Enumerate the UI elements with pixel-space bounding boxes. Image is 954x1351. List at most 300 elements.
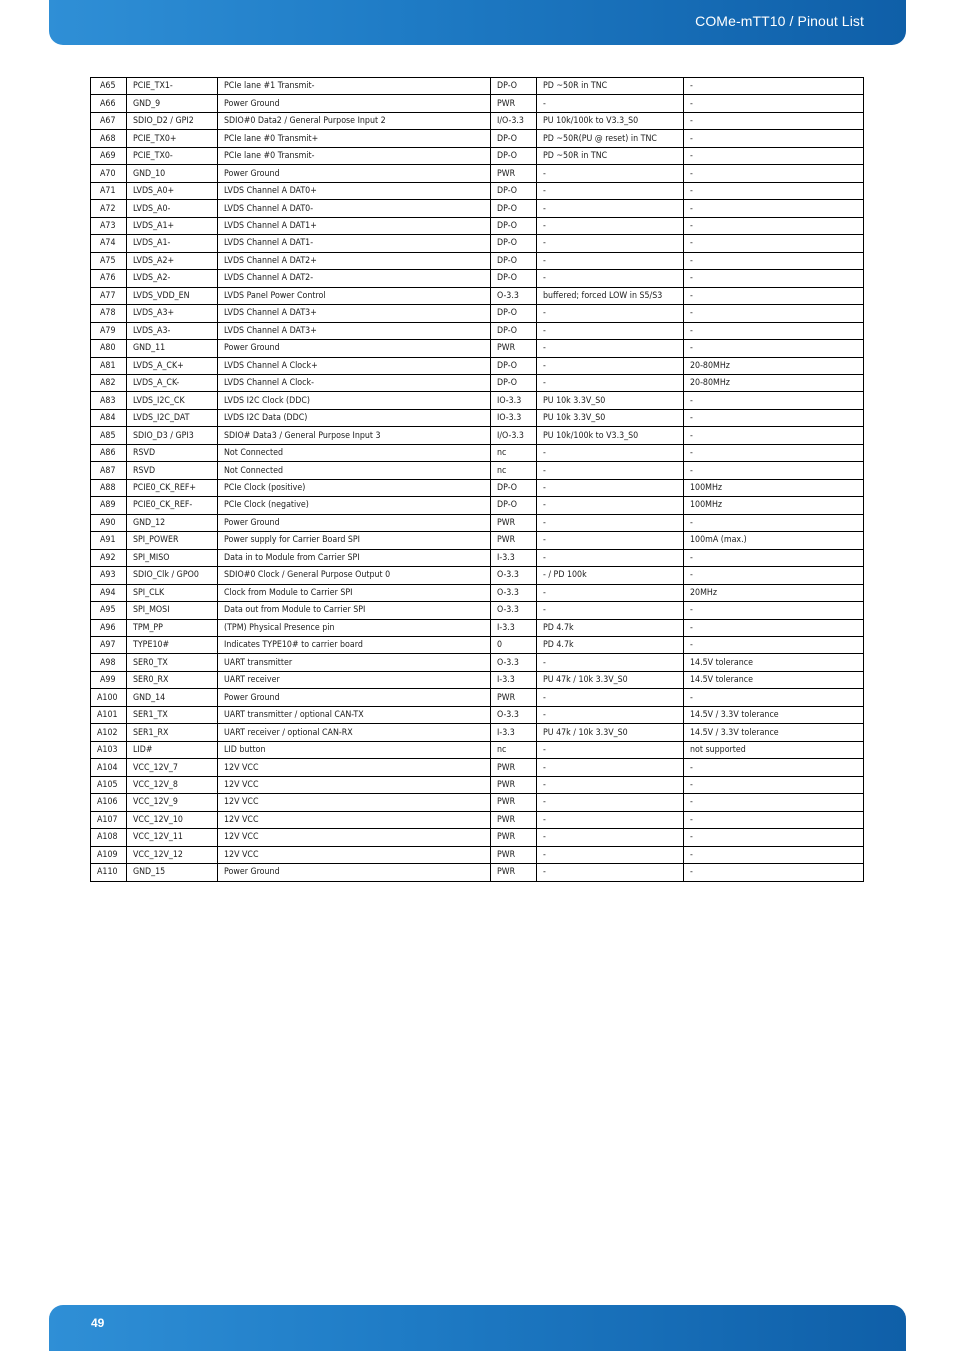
cell-description bbox=[218, 130, 491, 147]
pu-pd-text: - bbox=[543, 255, 546, 266]
cell-comment bbox=[684, 95, 864, 112]
comment-text: - bbox=[690, 325, 693, 336]
description-text: LVDS I2C Data (DDC) bbox=[224, 413, 308, 424]
io-type-text: DP-O bbox=[497, 238, 518, 249]
cell-pin-number bbox=[91, 759, 127, 776]
cell-pu-pd bbox=[537, 846, 684, 863]
description-text: LVDS Panel Power Control bbox=[224, 290, 326, 301]
signal-name-text: SER1_RX bbox=[133, 727, 169, 738]
cell-comment bbox=[684, 340, 864, 357]
cell-pin-number bbox=[91, 671, 127, 688]
table-row bbox=[91, 130, 864, 147]
io-type-text: O-3.3 bbox=[497, 657, 519, 668]
cell-io-type bbox=[491, 147, 537, 164]
cell-io-type bbox=[491, 741, 537, 758]
cell-comment bbox=[684, 584, 864, 601]
cell-pin-number bbox=[91, 567, 127, 584]
pinout-table-body bbox=[91, 78, 864, 882]
io-type-text: DP-O bbox=[497, 255, 518, 266]
cell-pin-number bbox=[91, 95, 127, 112]
pin-number-text: A77 bbox=[99, 290, 116, 301]
table-row bbox=[91, 182, 864, 199]
footer-bar bbox=[49, 1305, 906, 1351]
cell-pu-pd bbox=[537, 95, 684, 112]
comment-text: - bbox=[690, 343, 693, 354]
pu-pd-text: - bbox=[543, 483, 546, 494]
description-text: LVDS Channel A DAT3+ bbox=[224, 325, 317, 336]
cell-signal-name bbox=[127, 200, 218, 217]
description-text: LVDS Channel A Clock- bbox=[224, 378, 314, 389]
signal-name-text: SDIO_D3 / GPI3 bbox=[133, 430, 194, 441]
pin-number-text: A94 bbox=[99, 587, 116, 598]
signal-name-text: SER0_RX bbox=[133, 675, 169, 686]
comment-text: - bbox=[690, 151, 693, 162]
cell-io-type bbox=[491, 689, 537, 706]
cell-pu-pd bbox=[537, 654, 684, 671]
pin-number-text: A105 bbox=[96, 779, 118, 790]
io-type-text: PWR bbox=[497, 762, 516, 773]
cell-io-type bbox=[491, 444, 537, 461]
cell-description bbox=[218, 444, 491, 461]
cell-io-type bbox=[491, 95, 537, 112]
io-type-text: 0 bbox=[497, 640, 503, 651]
cell-signal-name bbox=[127, 619, 218, 636]
cell-io-type bbox=[491, 182, 537, 199]
cell-pin-number bbox=[91, 322, 127, 339]
pu-pd-text: - bbox=[543, 203, 546, 214]
comment-text: 100MHz bbox=[690, 483, 723, 494]
pin-number-text: A71 bbox=[99, 186, 116, 197]
description-text: LVDS I2C Clock (DDC) bbox=[224, 395, 310, 406]
cell-pin-number bbox=[91, 357, 127, 374]
pin-number-text: A72 bbox=[99, 203, 116, 214]
pin-number-text: A79 bbox=[99, 325, 116, 336]
pu-pd-text: - bbox=[543, 535, 546, 546]
cell-description bbox=[218, 829, 491, 846]
pu-pd-text: PD 4.7k bbox=[543, 640, 574, 651]
pu-pd-text: PU 47k / 10k 3.3V_S0 bbox=[543, 727, 628, 738]
comment-text: - bbox=[690, 779, 693, 790]
cell-pu-pd bbox=[537, 200, 684, 217]
pin-number-text: A67 bbox=[99, 116, 116, 127]
table-row bbox=[91, 776, 864, 793]
table-row bbox=[91, 741, 864, 758]
comment-text: 14.5V tolerance bbox=[690, 657, 753, 668]
cell-description bbox=[218, 776, 491, 793]
io-type-text: O-3.3 bbox=[497, 605, 519, 616]
cell-pu-pd bbox=[537, 444, 684, 461]
description-text: PCIe lane #0 Transmit+ bbox=[224, 133, 319, 144]
pu-pd-text: - bbox=[543, 710, 546, 721]
pu-pd-text: - bbox=[543, 325, 546, 336]
cell-description bbox=[218, 182, 491, 199]
cell-io-type bbox=[491, 305, 537, 322]
cell-description bbox=[218, 252, 491, 269]
cell-description bbox=[218, 287, 491, 304]
signal-name-text: LVDS_A3- bbox=[133, 325, 171, 336]
io-type-text: DP-O bbox=[497, 81, 518, 92]
cell-description bbox=[218, 532, 491, 549]
cell-signal-name bbox=[127, 602, 218, 619]
description-text: UART receiver bbox=[224, 675, 280, 686]
signal-name-text: SPI_POWER bbox=[133, 535, 179, 546]
comment-text: - bbox=[690, 832, 693, 843]
description-text: 12V VCC bbox=[224, 779, 259, 790]
cell-description bbox=[218, 147, 491, 164]
pu-pd-text: - bbox=[543, 867, 546, 878]
comment-text: 20-80MHz bbox=[690, 378, 730, 389]
signal-name-text: SER0_TX bbox=[133, 657, 168, 668]
cell-signal-name bbox=[127, 165, 218, 182]
description-text: LVDS Channel A DAT0+ bbox=[224, 186, 317, 197]
table-row bbox=[91, 514, 864, 531]
description-text: Power supply for Carrier Board SPI bbox=[224, 535, 361, 546]
cell-description bbox=[218, 759, 491, 776]
description-text: SDIO#0 Clock / General Purpose Output 0 bbox=[224, 570, 391, 581]
cell-pin-number bbox=[91, 305, 127, 322]
pinout-table bbox=[90, 77, 864, 882]
cell-io-type bbox=[491, 497, 537, 514]
cell-io-type bbox=[491, 252, 537, 269]
cell-io-type bbox=[491, 811, 537, 828]
comment-text: - bbox=[690, 273, 693, 284]
cell-pin-number bbox=[91, 270, 127, 287]
cell-pin-number bbox=[91, 602, 127, 619]
comment-text: - bbox=[690, 238, 693, 249]
pu-pd-text: - bbox=[543, 849, 546, 860]
cell-io-type bbox=[491, 532, 537, 549]
signal-name-text: PCIE_TX1- bbox=[133, 81, 173, 92]
cell-io-type bbox=[491, 654, 537, 671]
table-row bbox=[91, 305, 864, 322]
signal-name-text: LVDS_A3+ bbox=[133, 308, 175, 319]
description-text: LVDS Channel A DAT1- bbox=[224, 238, 314, 249]
table-row bbox=[91, 444, 864, 461]
pu-pd-text: - bbox=[543, 308, 546, 319]
cell-pin-number bbox=[91, 706, 127, 723]
signal-name-text: SPI_MOSI bbox=[133, 605, 170, 616]
cell-description bbox=[218, 322, 491, 339]
cell-io-type bbox=[491, 130, 537, 147]
pin-number-text: A83 bbox=[99, 395, 116, 406]
pin-number-text: A107 bbox=[96, 814, 118, 825]
description-text: Power Ground bbox=[224, 98, 280, 109]
cell-signal-name bbox=[127, 759, 218, 776]
cell-signal-name bbox=[127, 444, 218, 461]
description-text: Power Ground bbox=[224, 168, 280, 179]
signal-name-text: GND_14 bbox=[133, 692, 166, 703]
cell-io-type bbox=[491, 462, 537, 479]
cell-pin-number bbox=[91, 584, 127, 601]
pu-pd-text: - bbox=[543, 465, 546, 476]
signal-name-text: LVDS_A0- bbox=[133, 203, 171, 214]
cell-comment bbox=[684, 846, 864, 863]
cell-signal-name bbox=[127, 340, 218, 357]
io-type-text: I-3.3 bbox=[497, 622, 515, 633]
signal-name-text: VCC_12V_11 bbox=[133, 832, 183, 843]
cell-io-type bbox=[491, 864, 537, 881]
description-text: Power Ground bbox=[224, 517, 280, 528]
signal-name-text: VCC_12V_9 bbox=[133, 797, 178, 808]
cell-comment bbox=[684, 514, 864, 531]
io-type-text: PWR bbox=[497, 535, 516, 546]
cell-description bbox=[218, 619, 491, 636]
description-text: Indicates TYPE10# to carrier board bbox=[224, 640, 363, 651]
cell-pin-number bbox=[91, 340, 127, 357]
io-type-text: PWR bbox=[497, 517, 516, 528]
cell-pin-number bbox=[91, 549, 127, 566]
cell-signal-name bbox=[127, 811, 218, 828]
pu-pd-text: - bbox=[543, 378, 546, 389]
cell-signal-name bbox=[127, 409, 218, 426]
cell-pu-pd bbox=[537, 165, 684, 182]
cell-pin-number bbox=[91, 864, 127, 881]
cell-comment bbox=[684, 130, 864, 147]
pu-pd-text: PU 47k / 10k 3.3V_S0 bbox=[543, 675, 628, 686]
cell-pu-pd bbox=[537, 287, 684, 304]
pu-pd-text: - bbox=[543, 657, 546, 668]
description-text: Power Ground bbox=[224, 867, 280, 878]
cell-description bbox=[218, 654, 491, 671]
table-row bbox=[91, 654, 864, 671]
description-text: 12V VCC bbox=[224, 797, 259, 808]
cell-signal-name bbox=[127, 374, 218, 391]
comment-text: - bbox=[690, 640, 693, 651]
cell-comment bbox=[684, 427, 864, 444]
cell-pu-pd bbox=[537, 252, 684, 269]
cell-io-type bbox=[491, 724, 537, 741]
description-text: LVDS Channel A DAT0- bbox=[224, 203, 314, 214]
io-type-text: DP-O bbox=[497, 325, 518, 336]
comment-text: - bbox=[690, 81, 693, 92]
comment-text: 20-80MHz bbox=[690, 360, 730, 371]
io-type-text: O-3.3 bbox=[497, 570, 519, 581]
cell-pin-number bbox=[91, 182, 127, 199]
io-type-text: I-3.3 bbox=[497, 727, 515, 738]
table-row bbox=[91, 724, 864, 741]
cell-signal-name bbox=[127, 846, 218, 863]
table-row bbox=[91, 374, 864, 391]
comment-text: - bbox=[690, 290, 693, 301]
pu-pd-text: - bbox=[543, 797, 546, 808]
cell-comment bbox=[684, 200, 864, 217]
cell-signal-name bbox=[127, 584, 218, 601]
signal-name-text: PCIE_TX0+ bbox=[133, 133, 177, 144]
signal-name-text: SER1_TX bbox=[133, 710, 168, 721]
pin-number-text: A89 bbox=[99, 500, 116, 511]
pu-pd-text: - bbox=[543, 779, 546, 790]
table-row bbox=[91, 357, 864, 374]
pu-pd-text: PD ~50R in TNC bbox=[543, 81, 608, 92]
cell-description bbox=[218, 217, 491, 234]
pin-number-text: A93 bbox=[99, 570, 116, 581]
description-text: PCIe Clock (negative) bbox=[224, 500, 309, 511]
table-row bbox=[91, 112, 864, 129]
table-row bbox=[91, 165, 864, 182]
pin-number-text: A88 bbox=[99, 483, 116, 494]
pu-pd-text: - bbox=[543, 186, 546, 197]
comment-text: 14.5V / 3.3V tolerance bbox=[690, 727, 779, 738]
pu-pd-text: - bbox=[543, 745, 546, 756]
cell-pin-number bbox=[91, 78, 127, 95]
document-title: COMe-mTT10 / Pinout List bbox=[695, 13, 864, 29]
cell-comment bbox=[684, 829, 864, 846]
cell-signal-name bbox=[127, 252, 218, 269]
signal-name-text: LVDS_I2C_CK bbox=[133, 395, 185, 406]
cell-description bbox=[218, 165, 491, 182]
cell-signal-name bbox=[127, 671, 218, 688]
cell-pin-number bbox=[91, 811, 127, 828]
cell-signal-name bbox=[127, 357, 218, 374]
io-type-text: I-3.3 bbox=[497, 552, 515, 563]
comment-text: - bbox=[690, 203, 693, 214]
signal-name-text: SPI_MISO bbox=[133, 552, 170, 563]
table-row bbox=[91, 619, 864, 636]
table-row bbox=[91, 567, 864, 584]
cell-pu-pd bbox=[537, 706, 684, 723]
cell-pu-pd bbox=[537, 409, 684, 426]
cell-pu-pd bbox=[537, 584, 684, 601]
table-row bbox=[91, 462, 864, 479]
pin-number-text: A109 bbox=[96, 849, 118, 860]
io-type-text: DP-O bbox=[497, 483, 518, 494]
comment-text: - bbox=[690, 692, 693, 703]
cell-pin-number bbox=[91, 165, 127, 182]
signal-name-text: GND_15 bbox=[133, 867, 166, 878]
io-type-text: PWR bbox=[497, 832, 516, 843]
cell-pu-pd bbox=[537, 619, 684, 636]
table-row bbox=[91, 479, 864, 496]
pu-pd-text: - bbox=[543, 587, 546, 598]
cell-io-type bbox=[491, 112, 537, 129]
cell-description bbox=[218, 235, 491, 252]
signal-name-text: TPM_PP bbox=[133, 622, 163, 633]
cell-comment bbox=[684, 217, 864, 234]
cell-signal-name bbox=[127, 182, 218, 199]
cell-comment bbox=[684, 759, 864, 776]
pin-number-text: A76 bbox=[99, 273, 116, 284]
cell-comment bbox=[684, 270, 864, 287]
comment-text: - bbox=[690, 570, 693, 581]
comment-text: - bbox=[690, 98, 693, 109]
comment-text: - bbox=[690, 814, 693, 825]
cell-pu-pd bbox=[537, 497, 684, 514]
table-row bbox=[91, 864, 864, 881]
io-type-text: PWR bbox=[497, 849, 516, 860]
cell-comment bbox=[684, 637, 864, 654]
cell-pin-number bbox=[91, 689, 127, 706]
pin-number-text: A65 bbox=[99, 81, 116, 92]
io-type-text: DP-O bbox=[497, 220, 518, 231]
description-text: LVDS Channel A Clock+ bbox=[224, 360, 318, 371]
table-row bbox=[91, 759, 864, 776]
table-row bbox=[91, 427, 864, 444]
cell-comment bbox=[684, 305, 864, 322]
comment-text: 14.5V tolerance bbox=[690, 675, 753, 686]
pin-number-text: A100 bbox=[96, 692, 118, 703]
table-row bbox=[91, 811, 864, 828]
cell-pu-pd bbox=[537, 759, 684, 776]
cell-pu-pd bbox=[537, 340, 684, 357]
pu-pd-text: PD ~50R in TNC bbox=[543, 151, 608, 162]
signal-name-text: LVDS_A_CK- bbox=[133, 378, 180, 389]
cell-comment bbox=[684, 706, 864, 723]
comment-text: - bbox=[690, 220, 693, 231]
cell-pu-pd bbox=[537, 671, 684, 688]
cell-pin-number bbox=[91, 846, 127, 863]
cell-pu-pd bbox=[537, 322, 684, 339]
pin-number-text: A86 bbox=[99, 448, 116, 459]
cell-signal-name bbox=[127, 217, 218, 234]
description-text: Data out from Module to Carrier SPI bbox=[224, 605, 366, 616]
cell-description bbox=[218, 602, 491, 619]
cell-description bbox=[218, 741, 491, 758]
cell-comment bbox=[684, 479, 864, 496]
cell-signal-name bbox=[127, 112, 218, 129]
cell-signal-name bbox=[127, 235, 218, 252]
cell-description bbox=[218, 112, 491, 129]
cell-pin-number bbox=[91, 514, 127, 531]
pin-number-text: A84 bbox=[99, 413, 116, 424]
io-type-text: PWR bbox=[497, 867, 516, 878]
io-type-text: DP-O bbox=[497, 308, 518, 319]
pin-number-text: A104 bbox=[96, 762, 118, 773]
table-row bbox=[91, 270, 864, 287]
pu-pd-text: - bbox=[543, 814, 546, 825]
table-row bbox=[91, 322, 864, 339]
pu-pd-text: PU 10k/100k to V3.3_S0 bbox=[543, 116, 639, 127]
pu-pd-text: - bbox=[543, 98, 546, 109]
cell-comment bbox=[684, 462, 864, 479]
cell-comment bbox=[684, 147, 864, 164]
cell-pu-pd bbox=[537, 392, 684, 409]
io-type-text: I-3.3 bbox=[497, 675, 515, 686]
cell-description bbox=[218, 724, 491, 741]
cell-comment bbox=[684, 78, 864, 95]
cell-comment bbox=[684, 165, 864, 182]
io-type-text: IO-3.3 bbox=[497, 395, 522, 406]
cell-signal-name bbox=[127, 147, 218, 164]
pin-number-text: A66 bbox=[99, 98, 116, 109]
cell-description bbox=[218, 706, 491, 723]
signal-name-text: VCC_12V_12 bbox=[133, 849, 183, 860]
cell-pu-pd bbox=[537, 130, 684, 147]
cell-pu-pd bbox=[537, 532, 684, 549]
cell-signal-name bbox=[127, 287, 218, 304]
cell-pu-pd bbox=[537, 776, 684, 793]
cell-signal-name bbox=[127, 392, 218, 409]
io-type-text: nc bbox=[497, 448, 507, 459]
cell-pin-number bbox=[91, 444, 127, 461]
cell-signal-name bbox=[127, 637, 218, 654]
signal-name-text: LVDS_A2- bbox=[133, 273, 171, 284]
description-text: SDIO#0 Data2 / General Purpose Input 2 bbox=[224, 116, 386, 127]
cell-comment bbox=[684, 392, 864, 409]
cell-comment bbox=[684, 689, 864, 706]
cell-comment bbox=[684, 112, 864, 129]
cell-signal-name bbox=[127, 514, 218, 531]
cell-io-type bbox=[491, 619, 537, 636]
cell-comment bbox=[684, 235, 864, 252]
pin-number-text: A92 bbox=[99, 552, 116, 563]
pin-number-text: A80 bbox=[99, 343, 116, 354]
signal-name-text: VCC_12V_8 bbox=[133, 779, 178, 790]
description-text: LVDS Channel A DAT1+ bbox=[224, 220, 317, 231]
signal-name-text: LVDS_A1+ bbox=[133, 220, 175, 231]
cell-pu-pd bbox=[537, 147, 684, 164]
cell-pin-number bbox=[91, 252, 127, 269]
cell-comment bbox=[684, 497, 864, 514]
